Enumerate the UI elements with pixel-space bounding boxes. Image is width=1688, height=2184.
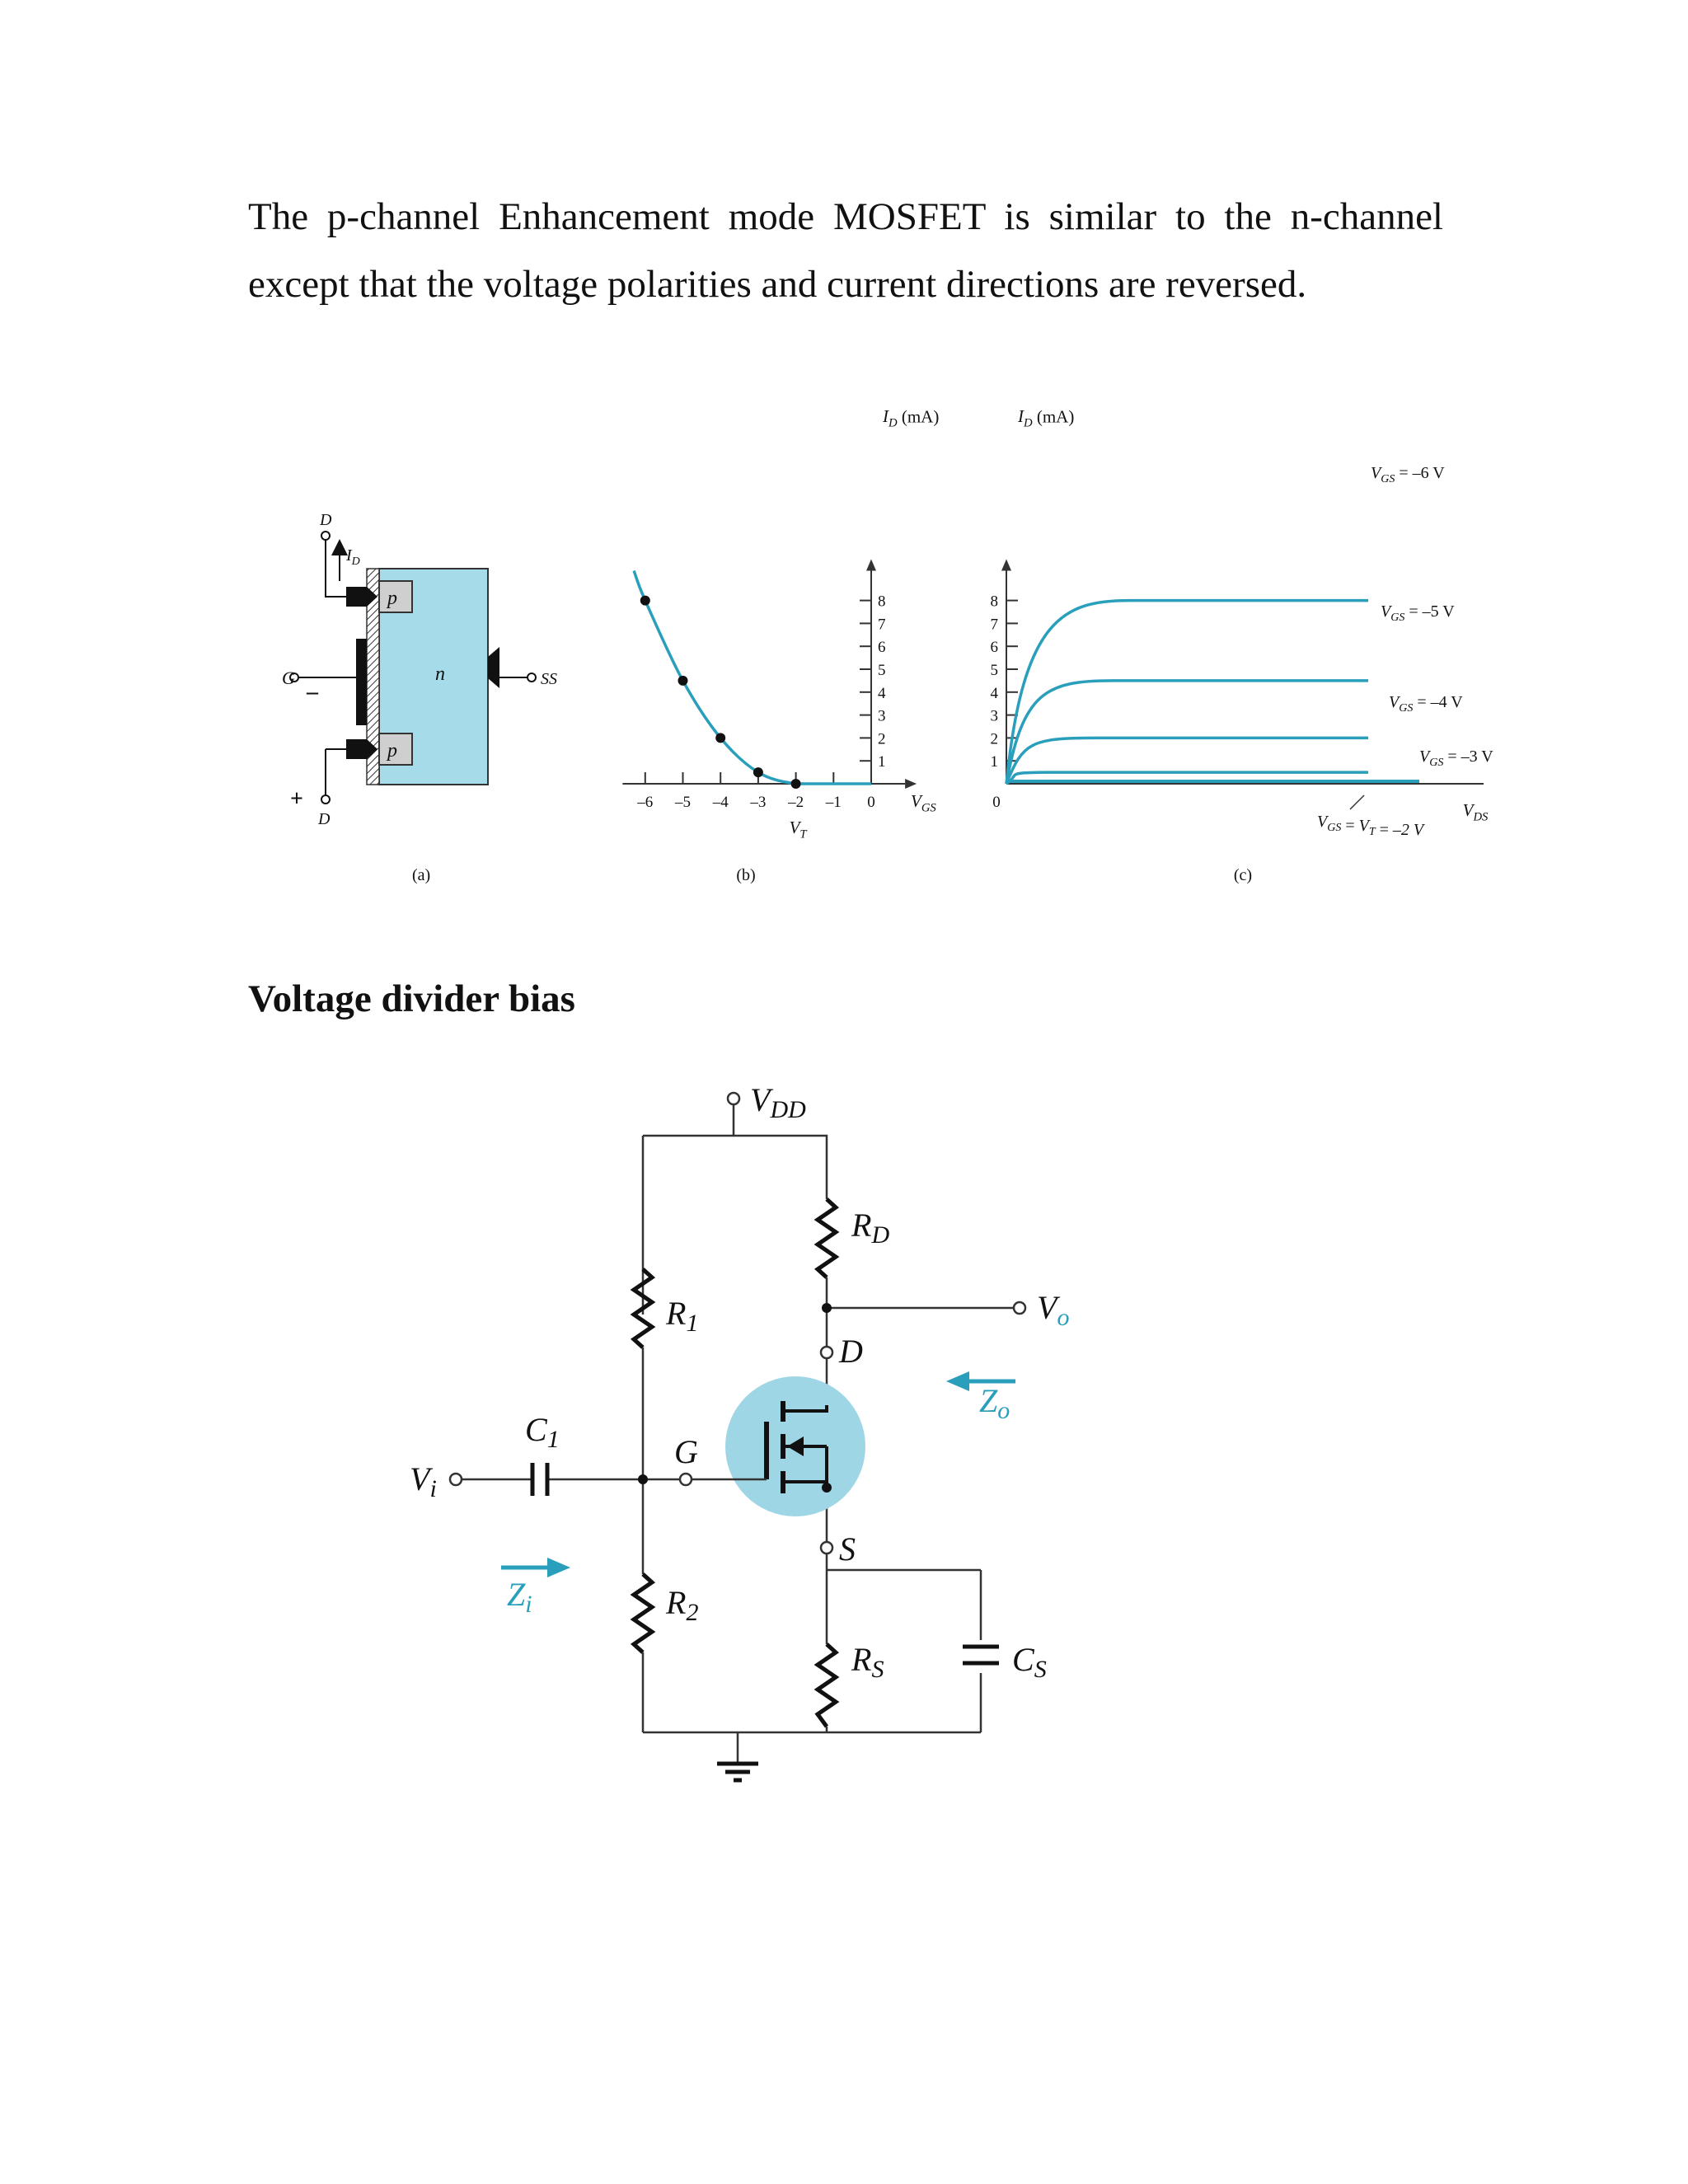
rs-resistor [818, 1644, 836, 1727]
y-axis-label: $I_D$ (mA) [1018, 406, 1075, 430]
plus-sign: + [290, 786, 303, 812]
drain-terminal-top [321, 532, 330, 540]
y-tick-label: 2 [990, 730, 998, 748]
substrate-label: SS [541, 670, 557, 688]
gate-plate [356, 639, 367, 725]
drain-curve [1006, 738, 1368, 784]
y-axis-label: $I_D$ (mA) [883, 406, 940, 430]
y-tick-label: 5 [990, 662, 998, 679]
r2-resistor [634, 1574, 652, 1652]
series-label: $V_{GS} = -6$ V [1371, 464, 1445, 485]
data-point [791, 779, 801, 789]
y-tick-label: 6 [878, 639, 886, 657]
ground-symbol [717, 1764, 758, 1780]
x-tick-label: –1 [825, 794, 842, 811]
gate-node [638, 1474, 648, 1484]
y-tick-label: 7 [990, 616, 998, 634]
y-tick-label: 6 [990, 639, 998, 657]
vo-terminal [1014, 1302, 1025, 1314]
drain-node [822, 1303, 832, 1313]
minus-sign: – [307, 679, 318, 705]
rs-label: $R_S$ [851, 1641, 884, 1683]
label-leader [1350, 795, 1364, 809]
x-tick-label: 0 [867, 794, 875, 811]
d-terminal [821, 1347, 832, 1358]
x-tick-label: –3 [750, 794, 767, 811]
origin-label: 0 [992, 794, 1001, 811]
s-label: S [839, 1530, 856, 1568]
transfer-characteristic-chart [622, 406, 939, 884]
mosfet-cross-section [282, 511, 557, 884]
p-label-top: p [387, 588, 397, 609]
series-label: $V_{GS} = -3$ V [1419, 748, 1493, 769]
y-tick-label: 8 [990, 593, 998, 611]
p-label-bottom: p [387, 740, 397, 762]
drain-label-bottom: D [318, 810, 331, 828]
transfer-curve [634, 570, 871, 784]
zi-arrow [501, 1558, 570, 1577]
vdd-label: $V_{DD}$ [750, 1081, 806, 1123]
data-point [640, 596, 650, 606]
series-label: $V_{GS} = -5$ V [1381, 602, 1455, 624]
x-tick-label: –6 [637, 794, 654, 811]
g-label: G [674, 1433, 698, 1470]
drain-characteristic-chart [991, 406, 1494, 884]
source-node [822, 1483, 832, 1493]
id-label: I [346, 546, 352, 565]
cs-capacitor [963, 1647, 999, 1663]
vi-terminal [450, 1474, 462, 1485]
x-tick-label: –2 [788, 794, 804, 811]
r1-label: $R_1$ [666, 1295, 699, 1337]
caption-b: (b) [736, 866, 756, 884]
drain-label-top: D [320, 511, 332, 529]
drain-curve [1006, 681, 1368, 784]
substrate-contact [488, 647, 499, 688]
y-tick-label: 5 [878, 662, 886, 679]
y-tick-label: 3 [990, 707, 998, 725]
zi-label: $Z_i$ [507, 1576, 532, 1618]
d-label: D [839, 1333, 863, 1370]
y-axis-arrow [866, 559, 876, 570]
y-axis-arrow [1001, 559, 1011, 570]
drain-terminal-bottom [321, 795, 330, 804]
x-tick-label: –4 [712, 794, 729, 811]
y-tick-label: 4 [990, 684, 998, 702]
vdd-terminal [728, 1093, 739, 1104]
x-axis-label: $V_{GS}$ [911, 791, 936, 815]
series-label: $V_{GS} = V_T = -2$ V [1317, 813, 1424, 839]
x-axis-arrow [905, 779, 917, 789]
r2-label: $R_2$ [666, 1584, 699, 1626]
substrate-terminal [528, 673, 536, 682]
series-label: $V_{GS} = -4$ V [1389, 693, 1463, 715]
n-label: n [435, 663, 445, 685]
x-tick-label: –5 [675, 794, 691, 811]
x-axis-label: $V_{DS}$ [1462, 800, 1489, 824]
y-tick-label: 1 [878, 753, 886, 771]
vt-label: $V_T$ [789, 818, 807, 841]
data-point [753, 767, 763, 777]
svg-text:ID: $I_D$ [346, 546, 360, 568]
section-title: Voltage divider bias [248, 977, 575, 1020]
rd-label: $R_D$ [851, 1207, 890, 1249]
c1-capacitor [532, 1463, 547, 1496]
y-tick-label: 2 [878, 730, 886, 748]
intro-paragraph: The p-channel Enhancement mode MOSFET is similar to the n-channel except that the voltage polarities and current directions are reversed. [248, 195, 1443, 306]
caption-c: (c) [1233, 866, 1253, 884]
data-point [678, 676, 688, 686]
vi-label: $V_i$ [410, 1460, 437, 1502]
c1-label: $C_1$ [525, 1411, 560, 1453]
vo-label: $V_o$ [1037, 1289, 1070, 1331]
y-tick-label: 7 [878, 616, 886, 634]
y-tick-label: 1 [990, 753, 998, 771]
gate-label: G [282, 668, 295, 688]
y-tick-label: 8 [878, 593, 886, 611]
zo-label: $Z_o$ [979, 1382, 1010, 1424]
cs-label: $C_S$ [1012, 1641, 1047, 1683]
y-tick-label: 3 [878, 707, 886, 725]
data-point [715, 733, 725, 743]
s-terminal [821, 1542, 832, 1554]
rd-resistor [818, 1199, 836, 1277]
drain-curve [1006, 601, 1368, 784]
caption-a: (a) [412, 866, 431, 884]
g-terminal [680, 1474, 692, 1485]
y-tick-label: 4 [878, 684, 886, 702]
